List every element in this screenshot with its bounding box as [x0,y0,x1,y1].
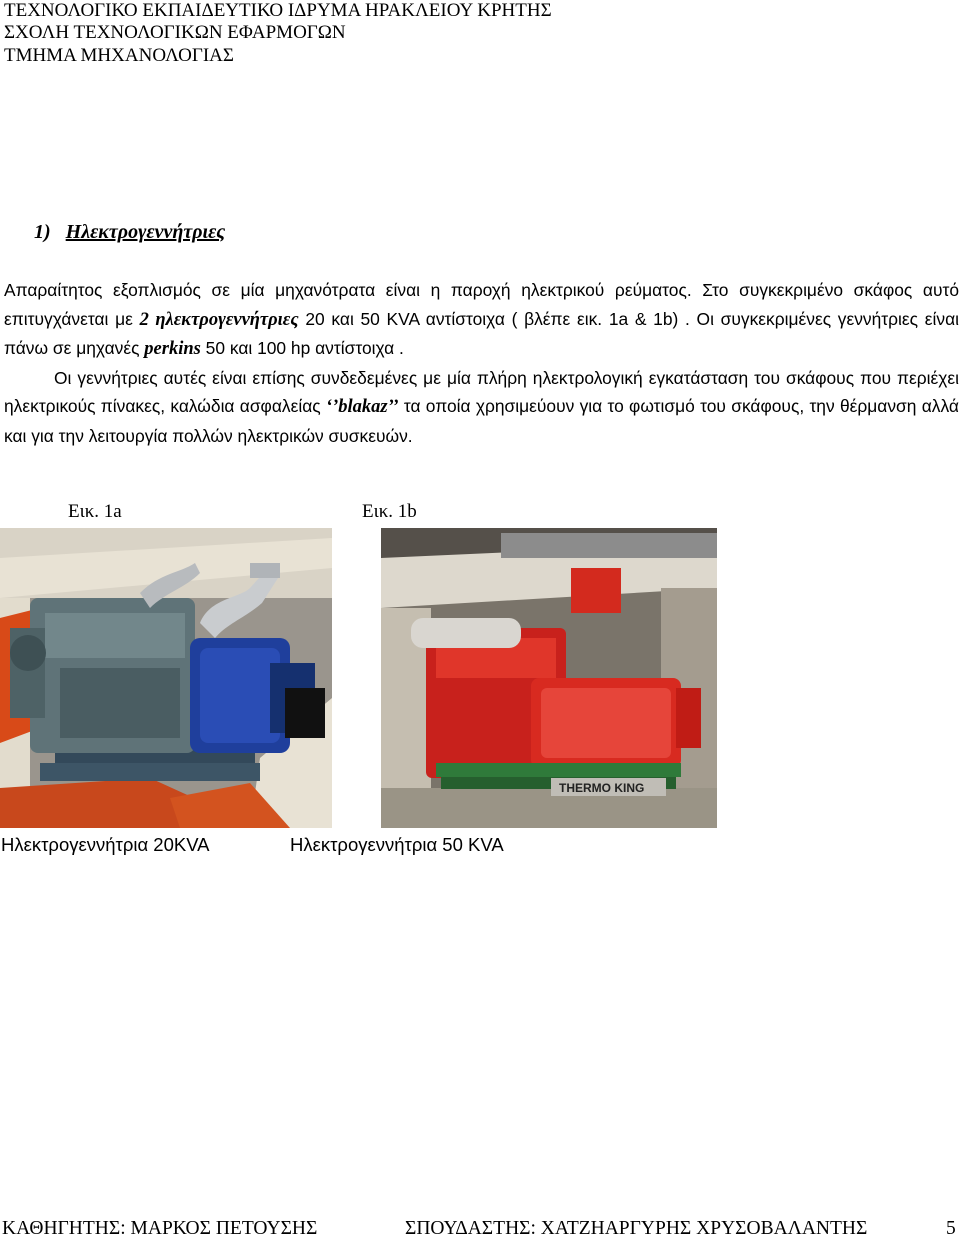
p2-text-2: τα οποία χρησιμεύουν για το φωτισμό του σκάφους, την θέρμανση αλλά και για την λειτουργία πολλών ηλεκτρικών συσκευών. [4,396,959,446]
p2-text-1: Οι γεννήτριες αυτές είναι επίσης συνδεδεμένες με μία πλήρη ηλεκτρολογική εγκατάσταση του σκάφους που περιέχει ηλεκτρικούς πίνακες, καλώδια ασφαλείας [4,367,959,416]
brand-plate-text: THERMO KING [559,781,645,795]
section-heading [34,221,225,244]
p1-bold-generators: 2 ηλεκτρογεννήτριες [139,309,299,330]
figure-1b-label: Εικ. 1b [362,501,417,522]
footer-teacher: ΚΑΘΗΓΗΤΗΣ: ΜΑΡΚΟΣ ΠΕΤΟΥΣΗΣ [2,1218,318,1239]
footer-student: ΣΠΟΥΔΑΣΤΗΣ: ΧΑΤΖΗΑΡΓΥΡΗΣ ΧΡΥΣΟΒΑΛΑΝΤΗΣ [405,1218,868,1239]
figure-1a-caption: Ηλεκτρογεννήτρια 20KVA [1,834,210,855]
paragraph-2 [4,364,959,451]
figure-1a-label: Εικ. 1a [68,501,122,522]
school-name: ΣΧΟΛΗ ΤΕΧΝΟΛΟΓΙΚΩΝ ΕΦΑΡΜΟΓΩΝ [4,22,346,43]
institution-name: ΤΕΧΝΟΛΟΓΙΚΟ ΕΚΠΑΙΔΕΥΤΙΚΟ ΙΔΡΥΜΑ ΗΡΑΚΛΕΙΟΥ ΚΡΗΤΗΣ [4,0,552,21]
generator-50kva-photo [381,528,717,828]
section-number: 1) [34,221,51,243]
p1-text-1: Απαραίτητος εξοπλισμός σε μία μηχανότρατα είναι η παροχή ηλεκτρικού ρεύματος. Στο συγκεκριμένο σκάφος αυτό επιτυγχάνεται με [4,280,959,329]
p1-bold-perkins: perkins [144,339,201,359]
figure-1b-caption: Ηλεκτρογεννήτρια 50 KVA [290,834,504,855]
p1-text-2: 20 και 50 KVA αντίστοιχα ( βλέπε εικ. 1a & 1b) . Οι συγκεκριμένες γεννήτριες είναι πάνω σε μηχανές [4,308,959,358]
p2-bold-blakaz: ‘’blakaz’’ [325,397,399,417]
section-title: Ηλεκτρογεννήτριες [65,221,226,243]
p1-text-3: 50 και 100 hp αντίστοιχα . [200,338,404,358]
paragraph-1 [4,276,959,364]
page-number: 5 [946,1218,956,1239]
department-name: ΤΜΗΜΑ ΜΗΧΑΝΟΛΟΓΙΑΣ [4,45,234,66]
body-text [4,276,959,450]
generator-20kva-photo [0,528,332,828]
